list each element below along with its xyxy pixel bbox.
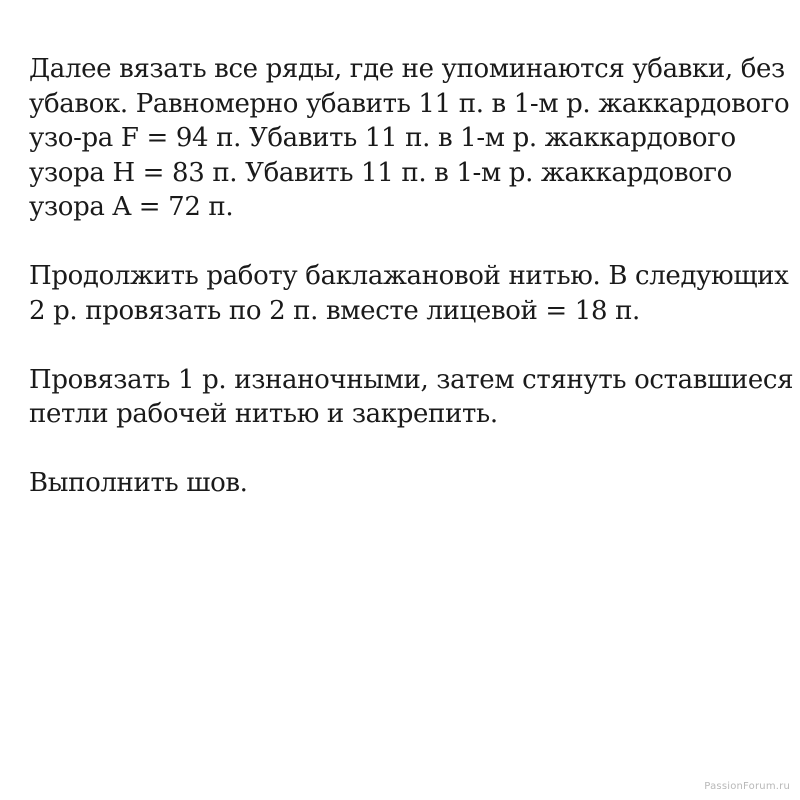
paragraph-seam bbox=[29, 466, 779, 501]
text-line: узора H = 83 п. Убавить 11 п. в 1-м р. жаккардового bbox=[29, 157, 732, 188]
text-line: Далее вязать все ряды, где не упоминаются убавки, без bbox=[29, 54, 785, 84]
document-page bbox=[29, 52, 794, 535]
text-line: убавок. Равномерно убавить 11 п. в 1-м р. жаккардового bbox=[29, 88, 790, 119]
paragraph-decrease-rows bbox=[29, 52, 790, 225]
text-line: узора A = 72 п. bbox=[29, 192, 234, 222]
paragraph-purl-row bbox=[29, 363, 794, 432]
site-watermark: PassionForum.ru bbox=[704, 781, 790, 792]
text-line: Провязать 1 р. изнаночными, затем стянуть оставшиеся bbox=[29, 364, 794, 395]
paragraph-continue-work bbox=[29, 259, 789, 328]
text-line: петли рабочей нитью и закрепить. bbox=[29, 399, 498, 429]
text-line: узо-ра F = 94 п. Убавить 11 п. в 1-м р. жаккардового bbox=[29, 123, 736, 153]
text-line: 2 р. провязать по 2 п. вместе лицевой = 18 п. bbox=[29, 295, 640, 326]
text-line: Продолжить работу баклажановой нитью. В следующих bbox=[29, 261, 789, 291]
text-line: Выполнить шов. bbox=[29, 468, 248, 498]
